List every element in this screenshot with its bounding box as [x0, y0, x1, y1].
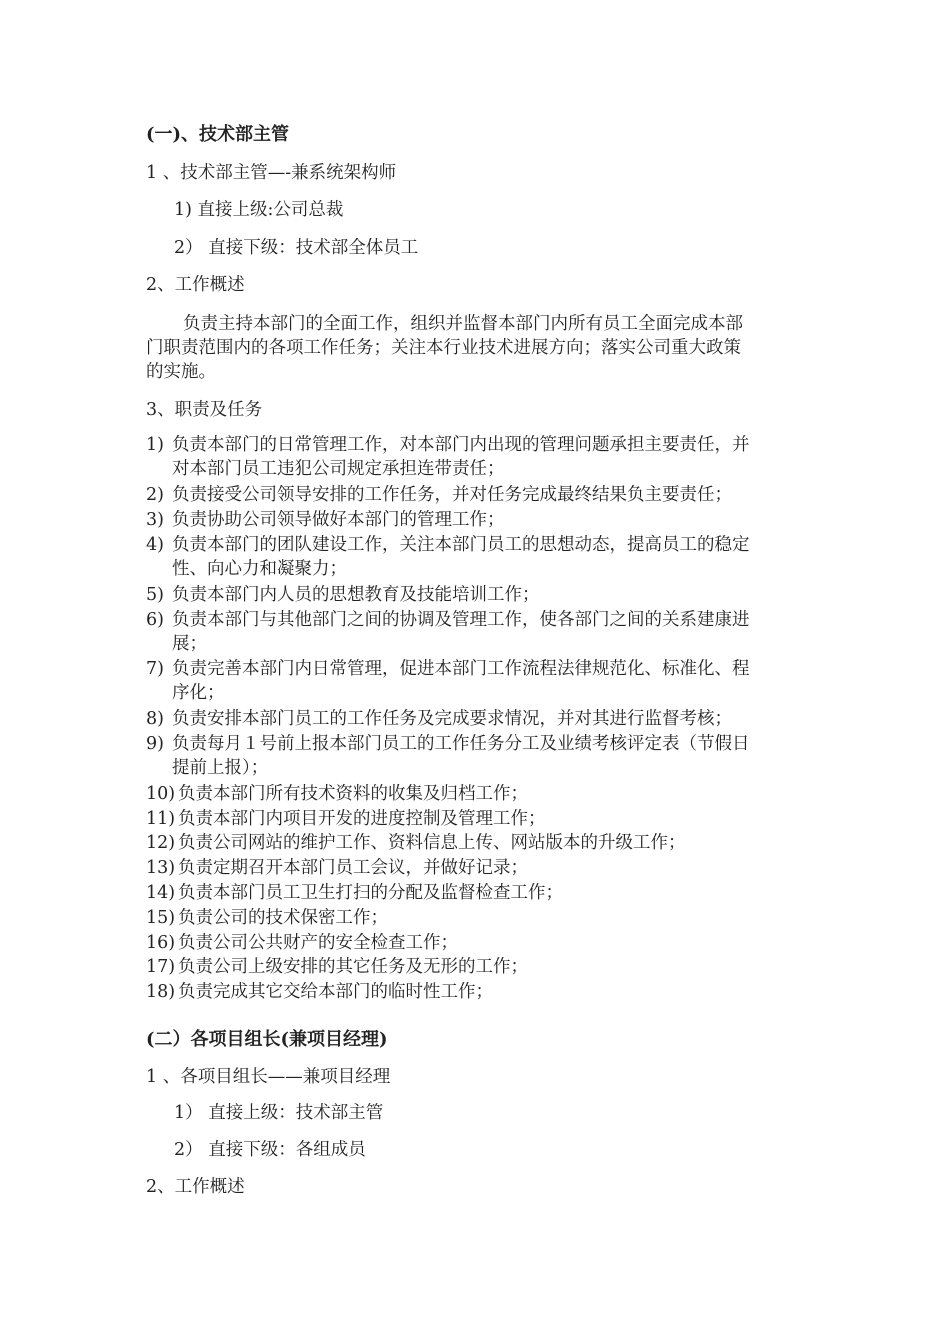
- duty-number: 14): [146, 883, 176, 903]
- duty-number: 4): [146, 535, 164, 555]
- duty-text: 负责公司公共财产的安全检查工作；: [178, 933, 458, 953]
- duty-text: 负责本部门所有技术资料的收集及归档工作；: [178, 784, 528, 804]
- duty-number: 17): [146, 957, 176, 977]
- duty-number: 2): [146, 485, 164, 505]
- duty-text: 负责本部门的团队建设工作，关注本部门员工的思想动态，提高员工的稳定: [172, 535, 750, 555]
- overview-line-1: 负责主持本部门的全面工作，组织并监督本部门内所有员工全面完成本部: [183, 314, 743, 334]
- duty-text: 负责每月１号前上报本部门员工的工作任务分工及业绩考核评定表（节假日: [172, 734, 750, 754]
- duty-text: 负责本部门的日常管理工作，对本部门内出现的管理问题承担主要责任，并: [172, 435, 750, 455]
- duty-number: 18): [146, 982, 176, 1002]
- section-2-heading: (二）各项目组长(兼项目经理): [146, 1029, 388, 1050]
- duty-text-continued: 性、向心力和凝聚力；: [172, 559, 347, 579]
- duty-text-continued: 序化；: [172, 683, 225, 703]
- duty-text: 负责定期召开本部门员工会议，并做好记录；: [178, 858, 528, 878]
- section-1-subordinate: 2） 直接下级：技术部全体员工: [174, 238, 419, 258]
- section-2-subordinate: 2） 直接下级：各组成员: [174, 1140, 366, 1160]
- duty-number: 11): [146, 809, 176, 829]
- duty-text-continued: 展；: [172, 634, 207, 654]
- duty-text-continued: 对本部门员工违犯公司规定承担连带责任；: [172, 459, 505, 479]
- duty-text-continued: 提前上报）；: [172, 758, 269, 778]
- section-1-heading: (一)、技术部主管: [146, 124, 290, 145]
- duty-number: 6): [146, 610, 164, 630]
- duty-number: 8): [146, 709, 164, 729]
- duty-text: 负责接受公司领导安排的工作任务，并对任务完成最终结果负主要责任；: [172, 485, 732, 505]
- duty-number: 9): [146, 734, 164, 754]
- duty-text: 负责本部门内人员的思想教育及技能培训工作；: [172, 585, 540, 605]
- duty-number: 16): [146, 933, 176, 953]
- duty-text: 负责公司的技术保密工作；: [178, 908, 388, 928]
- section-1-overview-heading: 2、工作概述: [146, 275, 245, 295]
- duty-number: 15): [146, 908, 176, 928]
- duty-number: 3): [146, 510, 164, 530]
- duty-number: 7): [146, 659, 164, 679]
- duty-text: 负责完成其它交给本部门的临时性工作；: [178, 982, 493, 1002]
- duty-text: 负责本部门内项目开发的进度控制及管理工作；: [178, 809, 546, 829]
- duty-number: 12): [146, 833, 176, 853]
- duty-text: 负责安排本部门员工的工作任务及完成要求情况，并对其进行监督考核；: [172, 709, 732, 729]
- section-1-superior: 1) 直接上级:公司总裁: [174, 200, 344, 220]
- section-1-duties-heading: 3、职责及任务: [146, 400, 263, 420]
- duty-text: 负责本部门与其他部门之间的协调及管理工作，使各部门之间的关系建康进: [172, 610, 750, 630]
- duty-number: 1): [146, 435, 164, 455]
- section-1-role-line: 1 、技术部主管—-兼系统架构师: [146, 163, 397, 183]
- duty-text: 负责本部门员工卫生打扫的分配及监督检查工作；: [178, 883, 563, 903]
- duty-number: 10): [146, 784, 176, 804]
- duty-text: 负责公司网站的维护工作、资料信息上传、网站版本的升级工作；: [178, 833, 686, 853]
- overview-line-3: 的实施。: [146, 362, 216, 382]
- section-2-role-line: 1 、各项目组长——兼项目经理: [146, 1067, 391, 1087]
- section-2-overview-heading: 2、工作概述: [146, 1177, 245, 1197]
- duty-text: 负责公司上级安排的其它任务及无形的工作；: [178, 957, 528, 977]
- duty-number: 5): [146, 585, 164, 605]
- duty-text: 负责完善本部门内日常管理，促进本部门工作流程法律规范化、标准化、程: [172, 659, 750, 679]
- overview-line-2: 门职责范围内的各项工作任务；关注本行业技术进展方向；落实公司重大政策: [146, 338, 741, 358]
- duty-text: 负责协助公司领导做好本部门的管理工作；: [172, 510, 505, 530]
- section-2-superior: 1） 直接上级：技术部主管: [174, 1103, 384, 1123]
- duty-number: 13): [146, 858, 176, 878]
